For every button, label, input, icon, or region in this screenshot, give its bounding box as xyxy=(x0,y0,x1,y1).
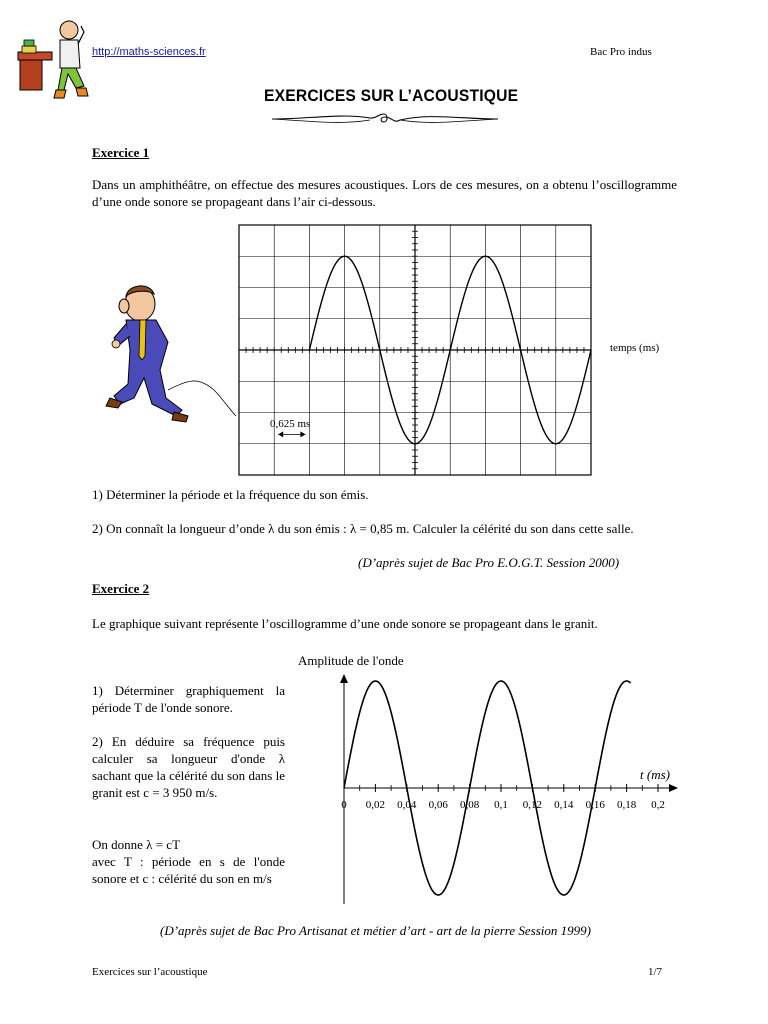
wave-x-tick-label: 0,06 xyxy=(428,799,448,811)
exercise-2-question-2: 2) En déduire sa fréquence puis calculer sa longueur d'onde λ sachant que la célérité du son dans le granit est c = 3 950 m/s. xyxy=(92,734,285,800)
granite-wave-chart xyxy=(330,668,680,908)
exercise-1-heading: Exercice 1 xyxy=(92,145,150,160)
exercise-2-heading: Exercice 2 xyxy=(92,581,150,596)
level-label: Bac Pro indus xyxy=(590,46,652,58)
exercise-1-intro: Dans un amphithéâtre, on effectue des mesures acoustiques. Lors de ces mesures, on a obtenu l’oscillogramme d’une onde sonore se propageant dans l’air ci-dessous. xyxy=(92,177,677,209)
scope-time-axis-label: temps (ms) xyxy=(610,342,660,354)
exercise-2-given-formula: On donne λ = cT xyxy=(92,837,181,852)
site-url-link[interactable]: http://maths-sciences.fr xyxy=(92,46,206,58)
page-title: EXERCICES SUR L’ACOUSTIQUE xyxy=(264,86,519,105)
exercise-1-source: (D’après sujet de Bac Pro E.O.G.T. Session 2000) xyxy=(358,555,620,570)
wave-x-tick-label: 0,16 xyxy=(585,799,605,811)
exercise-1-question-2: 2) On connaît la longueur d’onde λ du son émis : λ = 0,85 m. Calculer la célérité du son dans cette salle. xyxy=(92,521,634,536)
teacher-clipart xyxy=(14,10,94,105)
wave-x-tick-label: 0,18 xyxy=(616,799,637,811)
exercise-1-question-1: 1) Déterminer la période et la fréquence du son émis. xyxy=(92,487,369,502)
wave-x-tick-label: 0,02 xyxy=(365,799,386,811)
oscilloscope-chart xyxy=(236,222,596,478)
shouting-man-clipart xyxy=(88,280,238,425)
exercise-2-question-1: 1) Déterminer graphiquement la période T de l'onde sonore. xyxy=(92,683,285,715)
amplitude-chart-title: Amplitude de l'onde xyxy=(298,653,404,668)
exercise-2-source: (D’après sujet de Bac Pro Artisanat et métier d’art - art de la pierre Session 1999) xyxy=(160,923,591,938)
footer-page-number: 1/7 xyxy=(648,966,663,978)
footer-left: Exercices sur l’acoustique xyxy=(92,966,208,978)
exercise-2-intro: Le graphique suivant représente l’oscillogramme d’une onde sonore se propageant dans le granit. xyxy=(92,616,598,631)
wave-x-tick-label: 0,04 xyxy=(397,799,417,811)
wave-x-tick-label: 0,14 xyxy=(554,799,574,811)
wave-x-axis-arrow xyxy=(669,784,678,792)
wave-y-axis-arrow xyxy=(340,674,348,683)
wave-x-tick-label: 0 xyxy=(341,799,347,811)
wave-x-tick-label: 0,1 xyxy=(494,799,508,811)
wave-x-tick-label: 0,12 xyxy=(522,799,543,811)
scope-division-label: 0,625 ms xyxy=(270,418,311,430)
wave-x-tick-label: 0,08 xyxy=(459,799,480,811)
wave-x-tick-label: 0,2 xyxy=(651,799,665,811)
exercise-2-given-definitions: avec T : période en s de l'onde sonore et c : célérité du son en m/s xyxy=(92,854,285,886)
title-flourish-divider xyxy=(270,110,500,128)
wave-x-axis-label: t (ms) xyxy=(640,767,670,782)
